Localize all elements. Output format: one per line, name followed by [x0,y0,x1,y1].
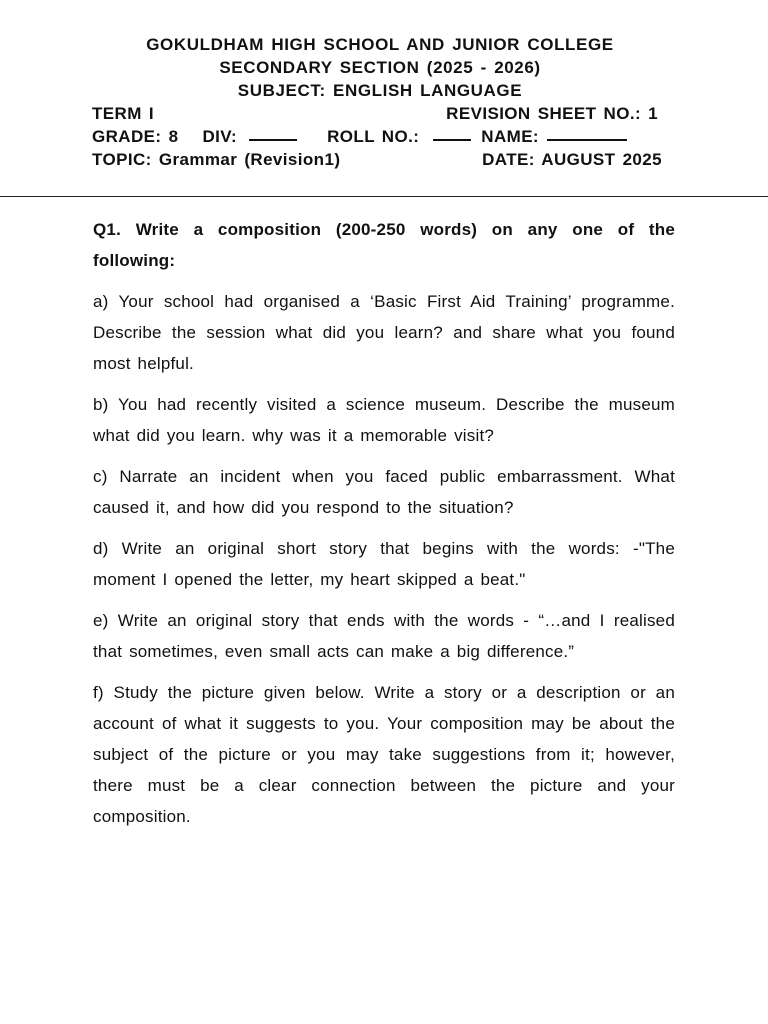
subject-line: SUBJECT: ENGLISH LANGUAGE [237,81,523,100]
div-label: DIV: [202,127,238,146]
header-divider [0,196,768,197]
worksheet-body [93,214,675,842]
term-row [92,102,668,125]
option-f: f) Study the picture given below. Write a story or a description or an account of what it suggests to you. Your composition may be about the subject of the picture or you may take suggestions from it; however, there must be a clear connection between the picture and your composition. [93,683,675,826]
option-e: e) Write an original story that ends with the words - “…and I realised that sometimes, even small acts can make a big difference.” [93,611,675,661]
topic-label: TOPIC: Grammar (Revision1) [92,150,341,169]
grade-label: GRADE: 8 [92,127,179,146]
term-label: TERM I [92,104,155,123]
student-info-row [92,125,668,148]
revision-sheet-label: REVISION SHEET NO.: 1 [446,104,658,123]
worksheet-header [92,33,668,171]
school-name: GOKULDHAM HIGH SCHOOL AND JUNIOR COLLEGE [146,35,614,54]
name-blank [547,125,627,141]
name-label: NAME: [481,127,539,146]
roll-no-label: ROLL NO.: [327,127,420,146]
question-1: Q1. Write a composition (200-250 words) on any one of the following: [93,220,675,270]
option-d: d) Write an original short story that begins with the words: -"The moment I opened the letter, my heart skipped a beat." [93,539,675,589]
div-blank [249,125,297,141]
topic-row [92,148,668,171]
section-line: SECONDARY SECTION (2025 - 2026) [219,58,541,77]
option-b: b) You had recently visited a science museum. Describe the museum what did you learn. why was it a memorable visit? [93,395,675,445]
option-a: a) Your school had organised a ‘Basic First Aid Training’ programme. Describe the session what did you learn? and share what you found most helpful. [93,292,675,373]
roll-no-blank [433,125,471,141]
date-label: DATE: AUGUST 2025 [482,150,662,169]
option-c: c) Narrate an incident when you faced public embarrassment. What caused it, and how did you respond to the situation? [93,467,675,517]
